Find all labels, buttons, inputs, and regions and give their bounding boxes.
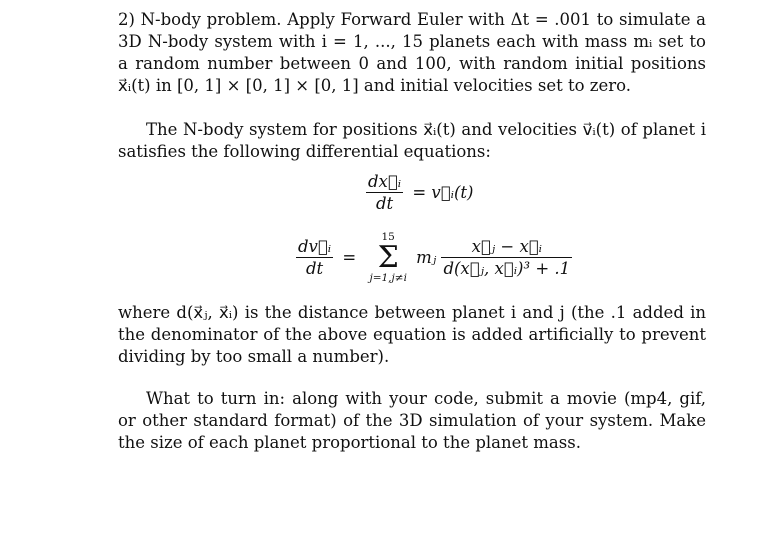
position-derivative-denominator: dt bbox=[375, 194, 394, 213]
problem-statement: 2) N-body problem. Apply Forward Euler with Δt = .001 to simulate a 3D N-body system with i = 1, ..., 15 planets each with mass mᵢ set to a random number between 0 and 100, with random initial positions x⃗ᵢ(t) in [0, 1] × [0, 1] × [0, 1] and initial velocities set to zero. bbox=[118, 10, 706, 95]
force-fraction bbox=[441, 237, 572, 278]
velocity-derivative-fraction bbox=[296, 237, 333, 278]
position-derivative-numerator: dx⃗ᵢ bbox=[368, 172, 402, 191]
system-description: The N-body system for positions x⃗ᵢ(t) and velocities v⃗ᵢ(t) of planet i satisfies the following differential equations: bbox=[118, 120, 706, 161]
distance-explanation: where d(x⃗ⱼ, x⃗ᵢ) is the distance between planet i and j (the .1 added in the denominator of the above equation is added artificially to prevent dividing by too small a number). bbox=[118, 303, 706, 366]
position-equation bbox=[366, 172, 473, 213]
summation bbox=[369, 232, 406, 283]
velocity-derivative-denominator: dt bbox=[305, 259, 324, 278]
force-numerator: x⃗ⱼ − x⃗ᵢ bbox=[441, 237, 572, 258]
mass-factor: mⱼ bbox=[416, 248, 437, 267]
position-equation-rhs: = v⃗ᵢ(t) bbox=[412, 183, 474, 202]
summation-lower-limit: j=1,j≠i bbox=[369, 271, 407, 284]
turn-in-instructions: What to turn in: along with your code, submit a movie (mp4, gif, or other standard format) of the 3D simulation of your system. Make the size of each planet proportional to the planet mass. bbox=[118, 389, 706, 452]
equals-sign: = bbox=[342, 248, 357, 267]
force-denominator: d(x⃗ⱼ, x⃗ᵢ)³ + .1 bbox=[443, 259, 571, 278]
summation-upper-limit: 15 bbox=[381, 231, 395, 243]
position-derivative-fraction bbox=[366, 172, 403, 213]
summation-symbol: Σ bbox=[377, 239, 399, 275]
velocity-equation bbox=[296, 232, 572, 283]
velocity-derivative-numerator: dv⃗ᵢ bbox=[298, 237, 332, 256]
